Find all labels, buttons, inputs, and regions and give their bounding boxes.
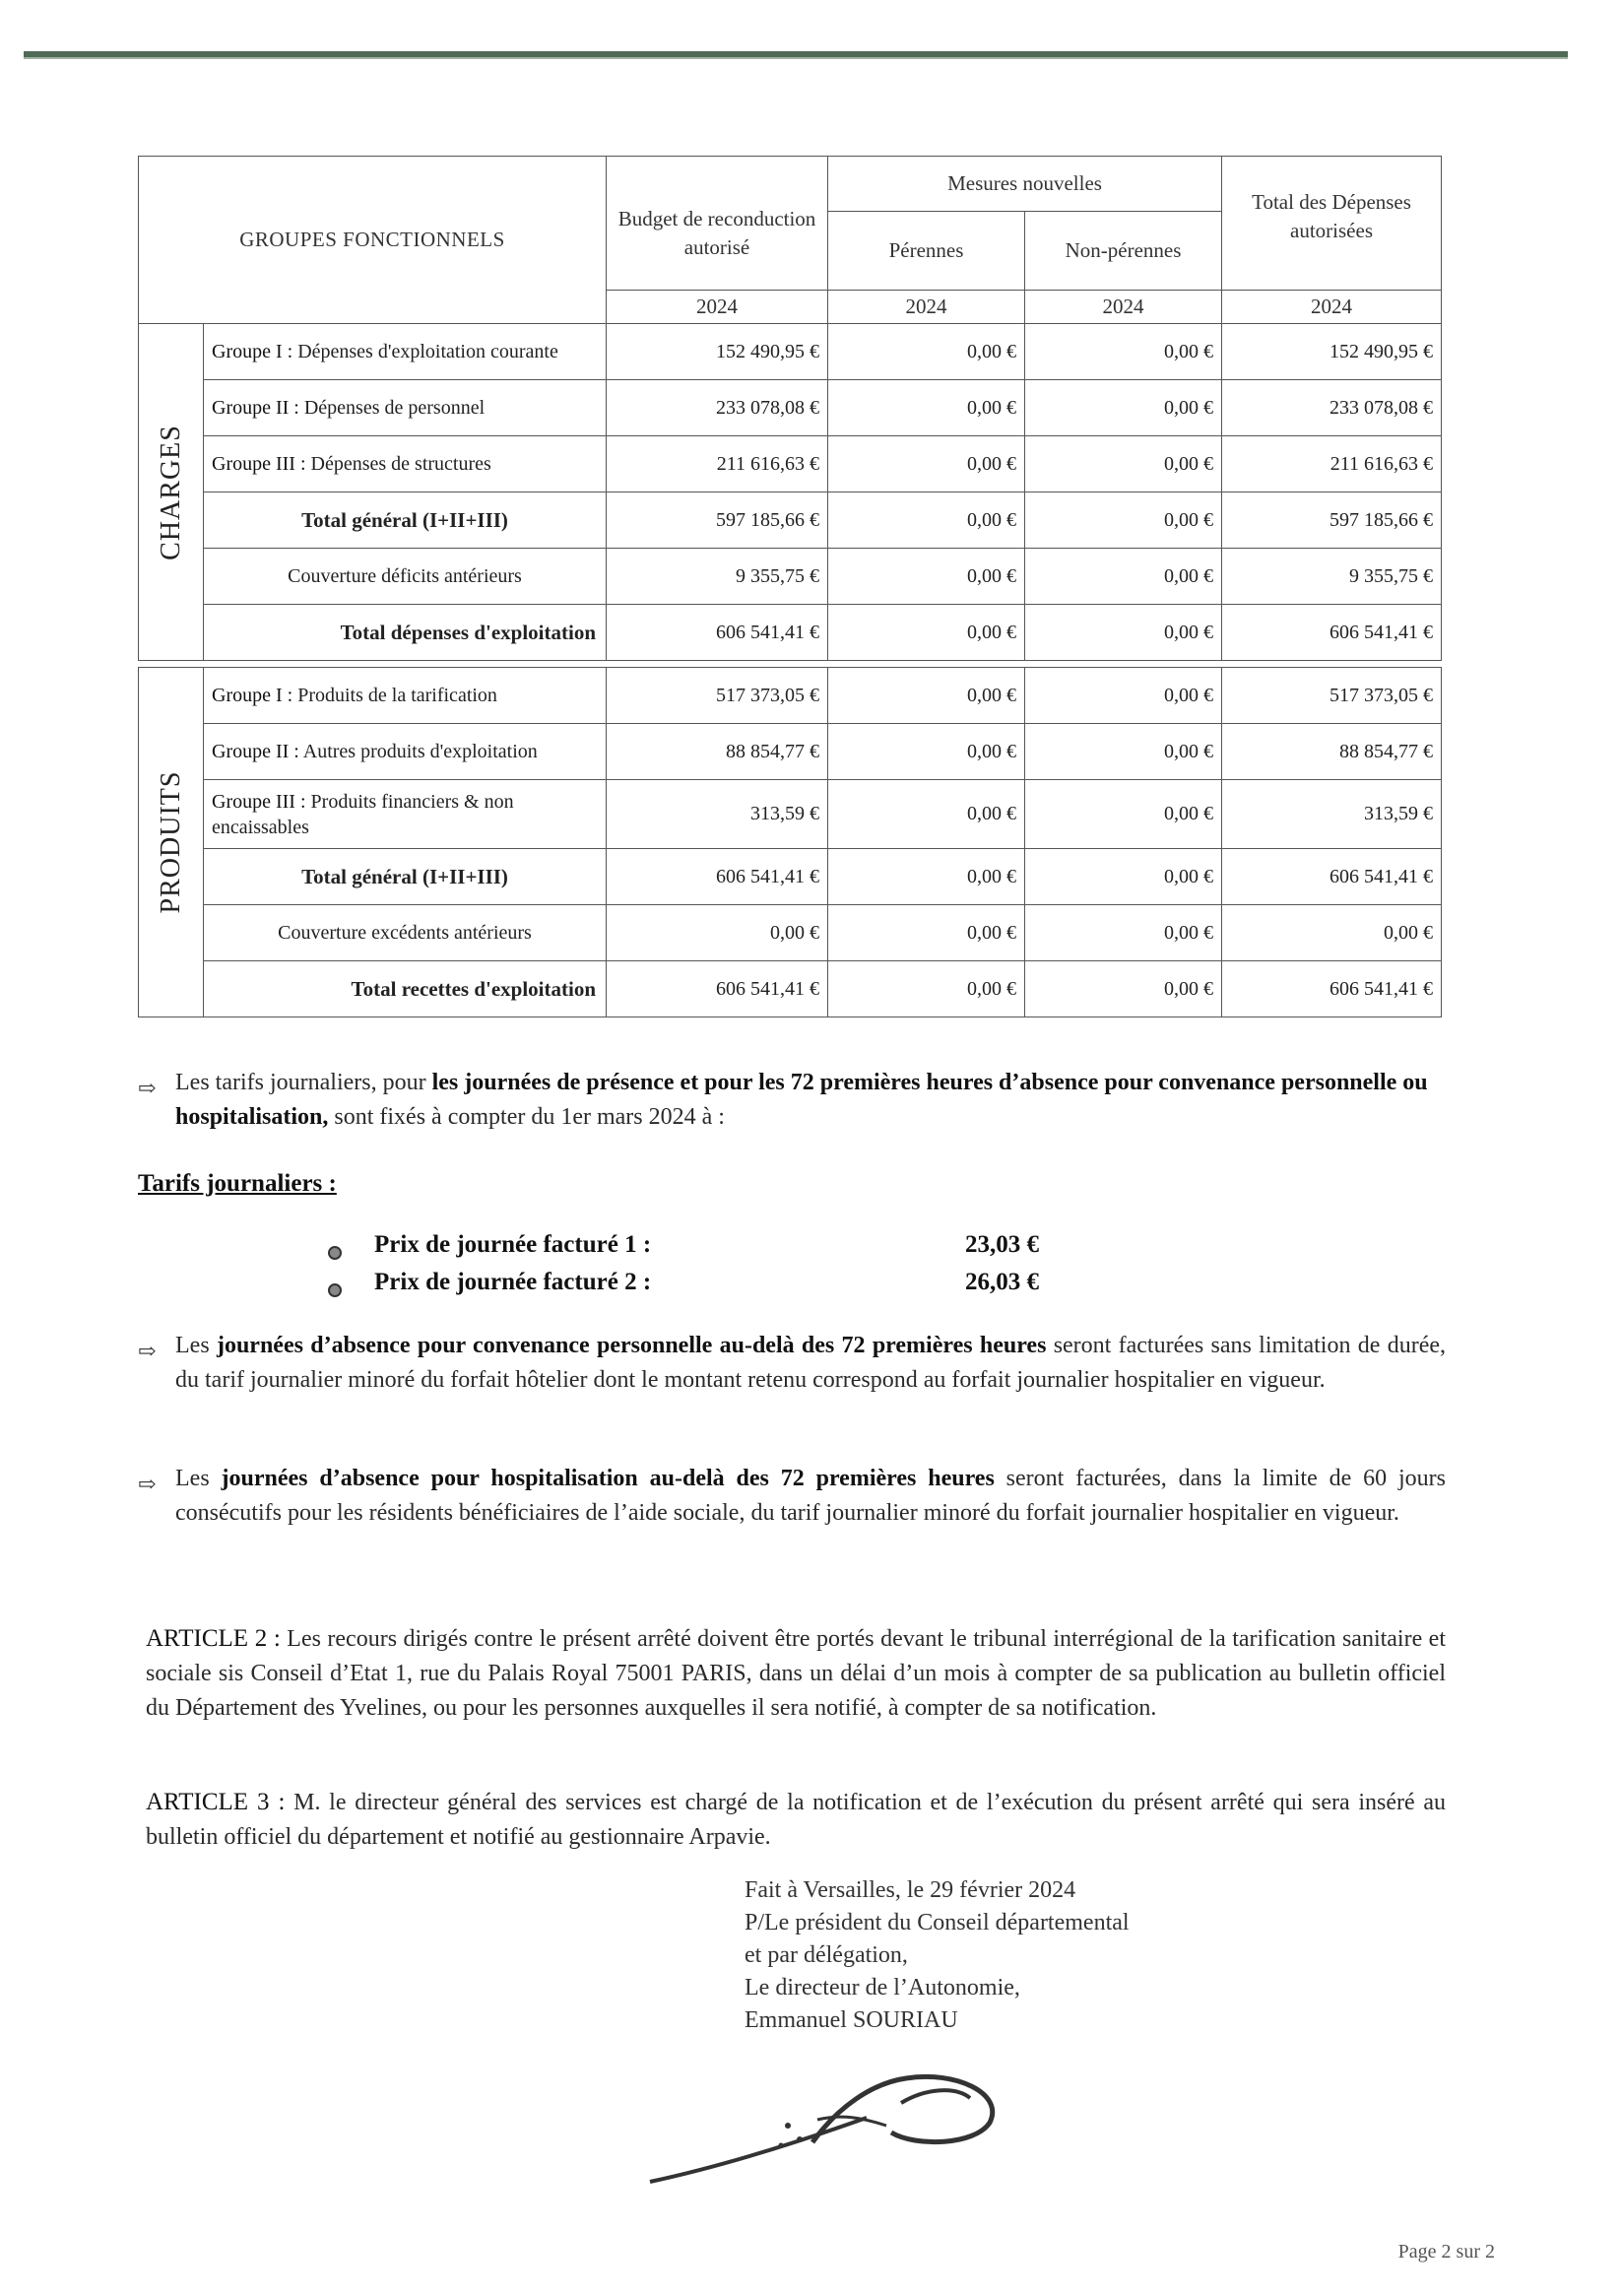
budget-table [138, 156, 1442, 1017]
signature-line: et par délégation, [745, 1942, 908, 1968]
produits-side-label: PRODUITS [139, 668, 204, 1017]
row-label: Groupe I : Produits de la tarification [204, 668, 607, 724]
table-row [139, 724, 1442, 780]
row-label: Total général (I+II+III) [204, 492, 607, 549]
cell-total: 9 355,75 € [1222, 549, 1442, 605]
cell-perennes: 0,00 € [828, 849, 1025, 905]
row-label: Total dépenses d'exploitation [204, 605, 607, 661]
header-groups: GROUPES FONCTIONNELS [139, 157, 607, 324]
tarif-label: Prix de journée facturé 2 : [374, 1269, 652, 1295]
cell-non-perennes: 0,00 € [1025, 492, 1222, 549]
table-row [139, 436, 1442, 492]
paragraph-absence-hospitalisation: Les journées d’absence pour hospitalisation au-delà des 72 premières heures seront facturées, dans la limite de 60 jours consécutifs pour les résidents bénéficiaires de l’aide sociale, du tarif journalier minoré du forfait journalier hospitalier en vigueur. [175, 1466, 1447, 1526]
cell-non-perennes: 0,00 € [1025, 724, 1222, 780]
article-2: ARTICLE 2 : Les recours dirigés contre le présent arrêté doivent être portés devant le tribunal interrégional de la tarification sanitaire et sociale sis Conseil d’Etat 1, rue du Palais Royal 75001 PARIS, dans un délai d’un mois à compter de sa publication au bulletin officiel du Département des Yvelines, ou pour les personnes auxquelles il sera notifié, à compter de sa notification. [146, 1625, 1447, 1721]
handwritten-signature [640, 2049, 1034, 2197]
cell-perennes: 0,00 € [828, 961, 1025, 1017]
header-total: Total des Dépenses autorisées [1222, 157, 1442, 291]
header-year-non-perennes: 2024 [1025, 291, 1222, 324]
header-year-perennes: 2024 [828, 291, 1025, 324]
table-row [139, 961, 1442, 1017]
cell-total: 88 854,77 € [1222, 724, 1442, 780]
header-year-budget: 2024 [607, 291, 828, 324]
row-label: Couverture excédents antérieurs [204, 905, 607, 961]
table-row [139, 849, 1442, 905]
arrow-icon: ⇨ [138, 1076, 157, 1100]
table-row [139, 324, 1442, 380]
cell-non-perennes: 0,00 € [1025, 605, 1222, 661]
cell-non-perennes: 0,00 € [1025, 668, 1222, 724]
cell-non-perennes: 0,00 € [1025, 549, 1222, 605]
article-3: ARTICLE 3 : M. le directeur général des services est chargé de la notification et de l’exécution du présent arrêté qui sera inséré au bulletin officiel du département et notifié au gestionnaire Arpavie. [146, 1789, 1446, 1850]
cell-perennes: 0,00 € [828, 905, 1025, 961]
cell-budget: 88 854,77 € [607, 724, 828, 780]
row-label: Total général (I+II+III) [204, 849, 607, 905]
row-label: Total recettes d'exploitation [204, 961, 607, 1017]
paragraph-absence-convenance: Les journées d’absence pour convenance personnelle au-delà des 72 premières heures seront facturées sans limitation de durée, du tarif journalier minoré du forfait hôtelier dont le montant retenu correspond au forfait journalier hospitalier en vigueur. [175, 1333, 1446, 1393]
table-row [139, 780, 1442, 849]
arrow-icon: ⇨ [138, 1339, 157, 1363]
table-row [139, 380, 1442, 436]
signature-line: Emmanuel SOURIAU [745, 2007, 958, 2033]
cell-total: 606 541,41 € [1222, 961, 1442, 1017]
cell-total: 606 541,41 € [1222, 605, 1442, 661]
cell-budget: 606 541,41 € [607, 961, 828, 1017]
tarif-label: Prix de journée facturé 1 : [374, 1231, 652, 1258]
cell-budget: 0,00 € [607, 905, 828, 961]
row-label: Groupe III : Dépenses de structures [204, 436, 607, 492]
bullet-icon [328, 1283, 342, 1297]
cell-total: 606 541,41 € [1222, 849, 1442, 905]
tarifs-title: Tarifs journaliers : [138, 1170, 337, 1197]
table-row [139, 668, 1442, 724]
tarif-value: 23,03 € [965, 1231, 1039, 1258]
cell-non-perennes: 0,00 € [1025, 380, 1222, 436]
cell-perennes: 0,00 € [828, 324, 1025, 380]
row-label: Groupe II : Dépenses de personnel [204, 380, 607, 436]
cell-perennes: 0,00 € [828, 549, 1025, 605]
arrow-icon: ⇨ [138, 1472, 157, 1496]
cell-budget: 313,59 € [607, 780, 828, 849]
cell-budget: 606 541,41 € [607, 849, 828, 905]
cell-total: 0,00 € [1222, 905, 1442, 961]
cell-perennes: 0,00 € [828, 380, 1025, 436]
cell-total: 211 616,63 € [1222, 436, 1442, 492]
signature-line: Fait à Versailles, le 29 février 2024 [745, 1877, 1076, 1903]
top-rule [24, 51, 1568, 59]
cell-perennes: 0,00 € [828, 605, 1025, 661]
tarif-value: 26,03 € [965, 1269, 1039, 1295]
cell-budget: 517 373,05 € [607, 668, 828, 724]
signature-line: Le directeur de l’Autonomie, [745, 1975, 1020, 2001]
cell-non-perennes: 0,00 € [1025, 961, 1222, 1017]
cell-perennes: 0,00 € [828, 492, 1025, 549]
cell-perennes: 0,00 € [828, 724, 1025, 780]
cell-total: 313,59 € [1222, 780, 1442, 849]
cell-budget: 152 490,95 € [607, 324, 828, 380]
table-row [139, 905, 1442, 961]
cell-budget: 597 185,66 € [607, 492, 828, 549]
cell-non-perennes: 0,00 € [1025, 324, 1222, 380]
cell-total: 597 185,66 € [1222, 492, 1442, 549]
table-row [139, 549, 1442, 605]
cell-total: 233 078,08 € [1222, 380, 1442, 436]
signature-line: P/Le président du Conseil départemental [745, 1910, 1130, 1935]
cell-budget: 606 541,41 € [607, 605, 828, 661]
row-label: Groupe I : Dépenses d'exploitation courante [204, 324, 607, 380]
cell-budget: 9 355,75 € [607, 549, 828, 605]
cell-non-perennes: 0,00 € [1025, 905, 1222, 961]
header-non-perennes: Non-pérennes [1025, 212, 1222, 291]
signature-block [745, 1874, 1130, 2037]
table-row [139, 492, 1442, 549]
row-label: Groupe II : Autres produits d'exploitation [204, 724, 607, 780]
cell-non-perennes: 0,00 € [1025, 436, 1222, 492]
cell-perennes: 0,00 € [828, 668, 1025, 724]
bullet-icon [328, 1246, 342, 1260]
row-label: Groupe III : Produits financiers & non encaissables [204, 780, 607, 849]
cell-total: 152 490,95 € [1222, 324, 1442, 380]
header-budget: Budget de reconduction autorisé [607, 157, 828, 291]
header-mesures: Mesures nouvelles [828, 157, 1222, 212]
paragraph-tarifs: Les tarifs journaliers, pour les journées de présence et pour les 72 premières heures d’absence pour convenance personnelle ou hospitalisation, sont fixés à compter du 1er mars 2024 à : [175, 1070, 1428, 1130]
cell-perennes: 0,00 € [828, 780, 1025, 849]
header-year-total: 2024 [1222, 291, 1442, 324]
cell-perennes: 0,00 € [828, 436, 1025, 492]
table-row [139, 605, 1442, 661]
charges-side-label: CHARGES [139, 324, 204, 661]
cell-budget: 211 616,63 € [607, 436, 828, 492]
page-number: Page 2 sur 2 [1397, 2241, 1495, 2263]
row-label: Couverture déficits antérieurs [204, 549, 607, 605]
header-perennes: Pérennes [828, 212, 1025, 291]
cell-total: 517 373,05 € [1222, 668, 1442, 724]
cell-budget: 233 078,08 € [607, 380, 828, 436]
cell-non-perennes: 0,00 € [1025, 780, 1222, 849]
cell-non-perennes: 0,00 € [1025, 849, 1222, 905]
